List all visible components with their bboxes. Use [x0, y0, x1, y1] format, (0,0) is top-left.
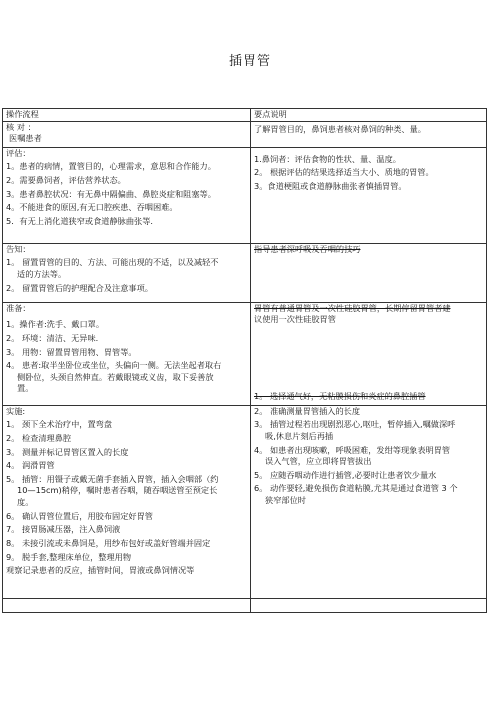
implement-item: 4。 润滑胃管: [6, 460, 55, 471]
header-right-text: 要点说明: [254, 109, 287, 119]
implement-item-cont: 10—15cm)稍停，嘱时患者吞咽，随吞咽送管至预定长: [17, 485, 218, 496]
prepare-item: 4。 患者:取半坐卧位或坐位，头偏向一侧。无法坐起者取右: [6, 360, 222, 371]
inform-row: [3, 243, 487, 302]
implement-item: 8。 未接引流或未鼻饲是，用纱布包好或盖好管端并固定: [6, 538, 211, 549]
assess-item: 4。不能进食的原因,有无口腔疾患、吞咽困难。: [6, 202, 178, 213]
prepare-note-cont: 议使用一次性硅胶胃管: [254, 314, 336, 325]
implement-note: 6。 动作要轻,避免损伤食道粘膜,尤其是通过食道管 3 个: [254, 483, 458, 494]
check-heading: 核 对 ：: [6, 121, 36, 132]
implement-note: 3。 插管过程若出现剧烈恶心,呕吐，暂停插入,嘱做深呼: [254, 419, 456, 430]
header-left-text: 操作流程: [6, 109, 39, 119]
assess-note: 3。食道梗阻或食道静脉曲张者慎插胃管。: [254, 180, 407, 191]
inform-left: [3, 243, 251, 302]
inform-right: [251, 243, 487, 302]
blank-right: [251, 598, 487, 612]
assess-note: 2。 根据评估的结果选择适当大小、质地的胃管。: [254, 167, 434, 178]
prepare-row: [3, 302, 487, 405]
assess-item: 5．有无上消化道狭窄或食道静脉曲张等.: [6, 215, 153, 226]
implement-note-cont: 误入气管，应立即将胃管拔出: [265, 456, 372, 467]
assess-item: 1。患者的病情，置管目的，心理需求，意思和合作能力。: [6, 161, 216, 172]
procedure-table: [2, 108, 487, 613]
inform-note: 指导患者深呼吸及吞咽的技巧: [254, 243, 361, 254]
inform-item: 1。 留置胃管的目的、方法、可能出现的不适，以及减轻不: [6, 257, 219, 268]
implement-item: 6。 确认胃管位置后，用胶布固定好胃管: [6, 510, 153, 521]
implement-item-cont: 度。: [17, 497, 34, 508]
inform-item: 2。 留置胃管后的护理配合及注意事项。: [6, 282, 153, 293]
implement-row: [3, 405, 487, 598]
implement-item: 7。 接胃肠减压器，注入鼻饲液: [6, 524, 121, 535]
prepare-right: [251, 302, 487, 405]
prepare-item: 1。操作者:洗手、戴口罩。: [6, 319, 105, 330]
header-row: [3, 109, 487, 122]
check-row: [3, 121, 487, 147]
prepare-item: 3。 用物：留置胃管用物、胃管等。: [6, 346, 137, 357]
implement-left: [3, 405, 251, 598]
prepare-note: 胃管有普通胃管及一次性硅胶胃管，长期停留胃管者建: [254, 302, 451, 313]
inform-heading: 告知：: [6, 243, 31, 254]
implement-item: 1。 颈下全术治疗中，置弯盘: [6, 419, 113, 430]
assess-row: [3, 147, 487, 243]
page-title: 插胃管: [228, 54, 271, 69]
prepare-left: [3, 302, 251, 405]
implement-item: 9。 脱手套,整理床单位，整理用物: [6, 551, 132, 562]
prepare-note-bottom: 1。 选择通气好，无粘膜损伤和炎症的鼻腔插管: [254, 390, 426, 401]
assess-note: 1.鼻饲者：评估食物的性状、量、温度。: [254, 153, 401, 164]
implement-item: 5。 插管：用镊子或戴无菌手套插入胃管，插入会咽部（约: [6, 473, 219, 484]
prepare-item-cont: 侧卧位，头颈自然伸直。若戴眼镜或义齿，取下妥善放: [17, 371, 214, 382]
inform-item-cont: 适的方法等。: [17, 268, 67, 279]
check-note: 了解胃管目的，鼻饲患者核对鼻饲的种类、量。: [254, 123, 426, 134]
implement-note: 4。 如患者出现咳嗽，呼吸困难，发绀等现象表明胃管: [254, 444, 451, 455]
prepare-heading: 准备：: [6, 302, 31, 313]
implement-item: 2。 检查清理鼻腔: [6, 432, 72, 443]
assess-heading: 评估：: [6, 147, 31, 158]
implement-note-cont: 狭窄部位时: [265, 495, 306, 506]
check-right: [251, 121, 487, 147]
prepare-item: 2。 环境：清洁、无异味.: [6, 332, 99, 343]
implement-item: 3。 测量并标记胃管区置入的长度: [6, 446, 129, 457]
prepare-item-cont: 置。: [17, 383, 34, 394]
assess-item: 3。患者鼻腔状况：有无鼻中隔偏曲、鼻腔炎症和阻塞等。: [6, 188, 216, 199]
assess-item: 2。需要鼻饲者，评估营养状态。: [6, 174, 126, 185]
header-left: [3, 109, 251, 122]
check-line: 医嘱患者: [9, 133, 42, 144]
blank-left: [3, 598, 251, 612]
header-right: [251, 109, 487, 122]
implement-heading: 实施:: [6, 405, 26, 416]
implement-note: 2。 准确测量胃管插入的长度: [254, 405, 361, 416]
implement-right: [251, 405, 487, 598]
check-left: [3, 121, 251, 147]
assess-right: [251, 147, 487, 243]
implement-item: 观察记录患者的反应，插管时间，胃液或鼻饲情况等: [6, 565, 195, 576]
blank-row: [3, 598, 487, 612]
implement-note: 5。 应随吞咽动作进行插管,必要时让患者饮少量水: [254, 469, 437, 480]
implement-note-cont: 吸,休息片刻后再插: [265, 430, 334, 441]
assess-left: [3, 147, 251, 243]
